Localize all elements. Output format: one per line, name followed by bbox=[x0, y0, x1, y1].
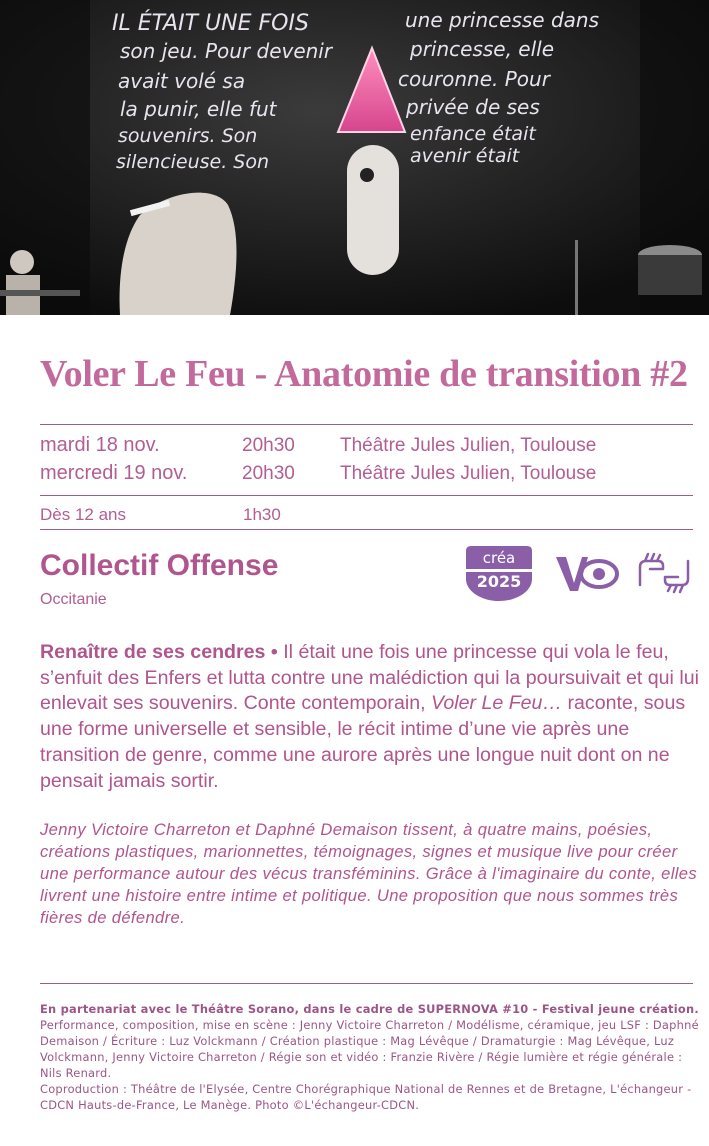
date-day: mercredi 19 nov. bbox=[40, 462, 188, 484]
white-tower bbox=[347, 145, 399, 275]
hero-photo bbox=[0, 0, 709, 315]
date-day: mardi 18 nov. bbox=[40, 434, 160, 456]
vo-eye-icon bbox=[556, 557, 617, 591]
date-venue: Théâtre Jules Julien, Toulouse bbox=[340, 463, 597, 484]
badges bbox=[464, 545, 694, 605]
roles-line: Performance, composition, mise en scène : Jenny Victoire Charreton / Modélisme, céramique, jeu LSF : Daphné Demaison / Écriture : Luz Volckmann / Création plastique : Mag Lévêque / Dramaturgie : Mag Lévêque, Luz Volckmann, Jenny Victoire Charreton / Régie son et vidéo : Franzie Rivère / Régie lumière et régie générale : Nils Renard. bbox=[40, 1018, 699, 1080]
chalk-line: avenir était bbox=[410, 145, 520, 167]
artist-note: Jenny Victoire Charreton et Daphné Demaison tissent, à quatre mains, poésies, créations plastiques, marionnettes, témoignages, signes et musique live pour créer une performance autour des vécus transféminins. Grâce à l'imaginaire du conte, elles livrent une histoire entre intime et politique. Une proposition que nous sommes très fières de défendre. bbox=[40, 820, 698, 927]
chalk-line: souvenirs. Son bbox=[118, 125, 258, 147]
date-row bbox=[40, 434, 693, 460]
chalk-line: silencieuse. Son bbox=[116, 151, 270, 173]
chalk-line: la punir, elle fut bbox=[120, 97, 277, 121]
sign-language-hands-icon bbox=[640, 554, 688, 592]
meta-row bbox=[40, 505, 693, 527]
show-title: Voler Le Feu - Anatomie de transition #2 bbox=[40, 353, 688, 395]
date-time: 20h30 bbox=[242, 435, 295, 456]
description-text: raconte, sous une forme universelle et sensible, le récit intime d’une vie après une transition de genre, comme une aurore après une longue nuit dont on ne pensait jamais sortir. bbox=[40, 692, 686, 792]
chalk-line: princesse, elle bbox=[410, 37, 555, 61]
coproduction-line: Coproduction : Théâtre de l'Elysée, Centre Chorégraphique National de Rennes et de Bretagne, L'échangeur - CDCN Hauts-de-France, Le Manège. Photo ©L'échangeur-CDCN. bbox=[40, 1082, 692, 1112]
divider bbox=[40, 424, 693, 425]
stage-scene bbox=[0, 0, 709, 315]
date-time: 20h30 bbox=[242, 463, 295, 484]
chalk-line: IL ÉTAIT UNE FOIS bbox=[112, 11, 309, 36]
credits bbox=[40, 1001, 700, 1113]
chalk-line: avait volé sa bbox=[118, 69, 246, 93]
crea-year: 2025 bbox=[476, 572, 522, 591]
duration-label: 1h30 bbox=[243, 505, 281, 524]
divider bbox=[40, 529, 693, 530]
divider bbox=[40, 983, 693, 984]
description bbox=[40, 640, 700, 794]
description-text: Il était une fois une princesse qui vola le feu, s’enfuit des Enfers et lutta contre une malédiction qui la poursuivait et qui lui enlevait ses souvenirs. Conte contemporain, bbox=[40, 641, 699, 715]
description-lead: Renaître de ses cendres bbox=[40, 641, 266, 663]
crea-2025-badge bbox=[466, 546, 532, 601]
performer bbox=[10, 250, 34, 274]
chalk-line: enfance était bbox=[410, 123, 536, 145]
chalk-line: son jeu. Pour devenir bbox=[120, 39, 333, 63]
divider bbox=[40, 495, 693, 496]
age-label: Dès 12 ans bbox=[40, 505, 126, 524]
partner-line: En partenariat avec le Théâtre Sorano, dans le cadre de SUPERNOVA #10 - Festival jeune création. bbox=[40, 1002, 699, 1016]
chalk-line: privée de ses bbox=[406, 95, 540, 119]
company-region: Occitanie bbox=[40, 591, 107, 608]
crea-label: créa bbox=[482, 549, 516, 567]
chalk-line: couronne. Pour bbox=[398, 67, 550, 91]
bullet: • bbox=[270, 641, 278, 663]
show-title-inline: Voler Le Feu… bbox=[431, 692, 563, 715]
chalk-line: une princesse dans bbox=[405, 8, 600, 32]
company-name: Collectif Offense bbox=[40, 549, 279, 582]
date-venue: Théâtre Jules Julien, Toulouse bbox=[340, 435, 597, 456]
date-row bbox=[40, 462, 693, 488]
